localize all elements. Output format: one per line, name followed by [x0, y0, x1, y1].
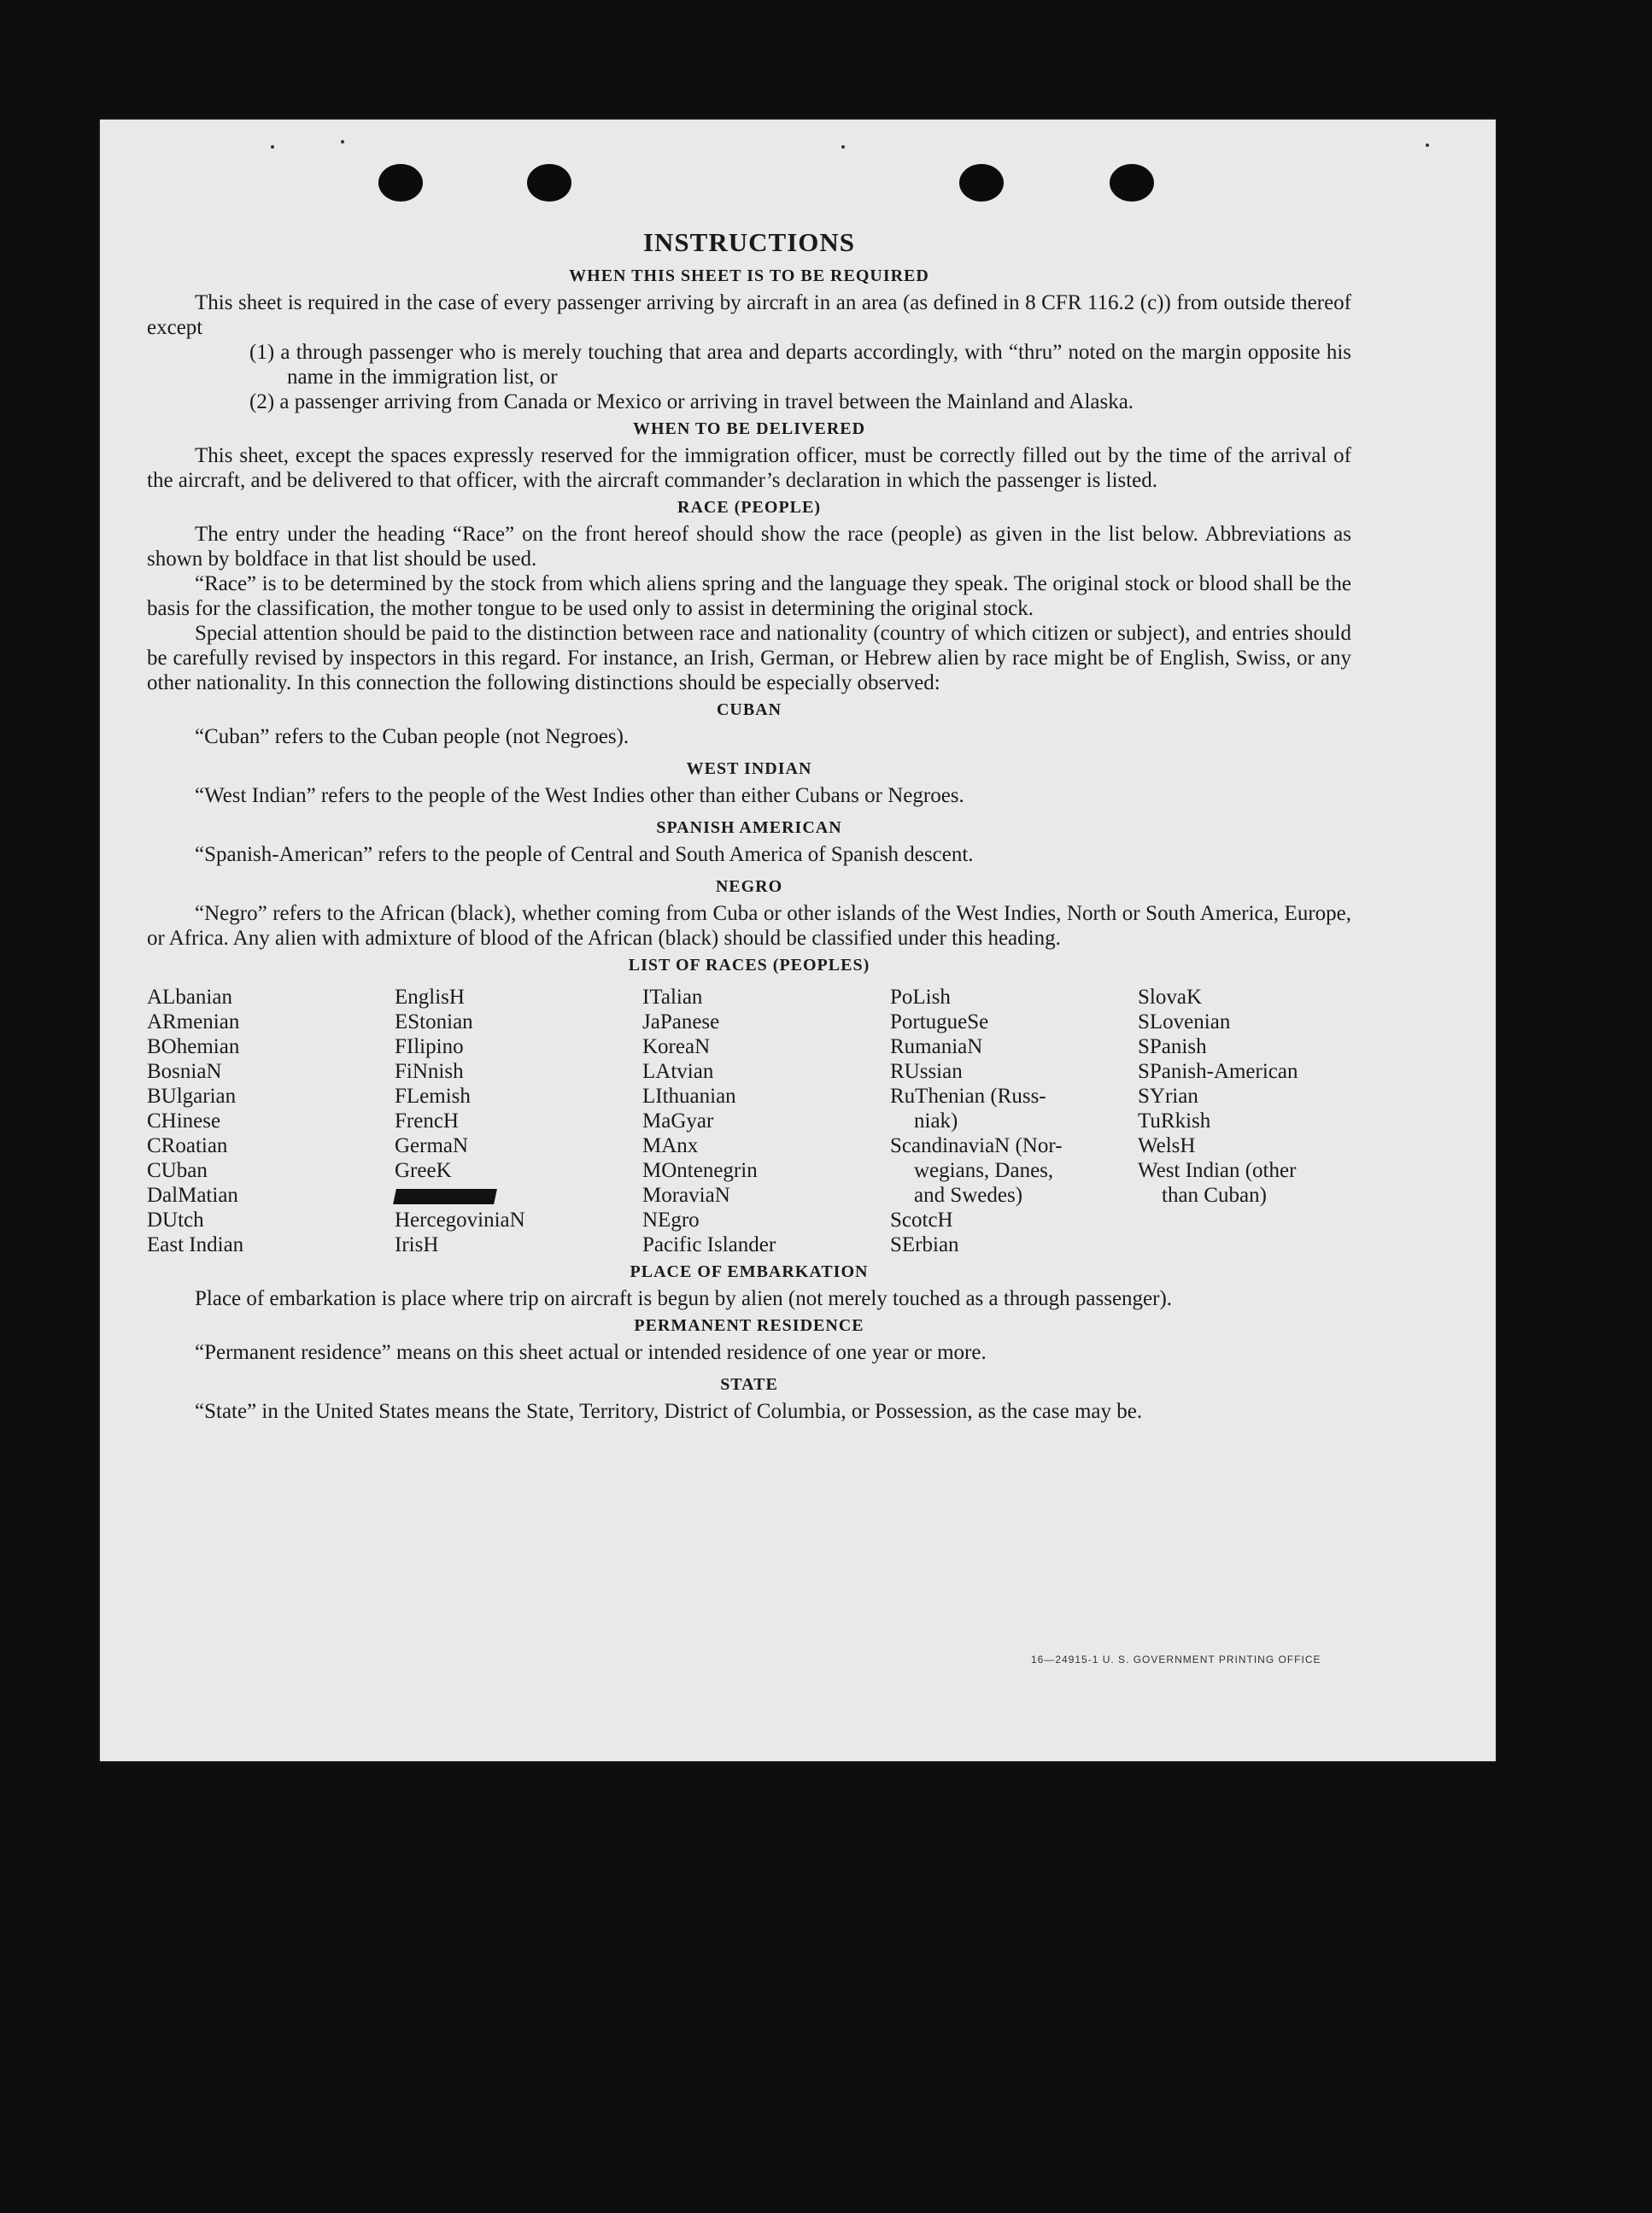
section-heading-race: RACE (PEOPLE)	[677, 498, 821, 517]
race-item: ScandinaviaN (Nor-	[890, 1134, 1063, 1157]
race-item: BOhemian	[147, 1035, 240, 1058]
state-text: “State” in the United States means the State, Territory, District of Columbia, or Possession, as the case may be.	[195, 1400, 1143, 1423]
races-list	[147, 985, 1351, 1257]
race-item: MoraviaN	[642, 1184, 730, 1207]
races-column-1	[147, 985, 395, 1257]
race-item: SLovenian	[1138, 1010, 1231, 1033]
scan-speck	[841, 145, 845, 149]
race-item: LAtvian	[642, 1060, 714, 1083]
race-item: CRoatian	[147, 1134, 228, 1157]
section-heading-negro: NEGRO	[715, 877, 783, 896]
spanish-american-text: “Spanish-American” refers to the people of Central and South America of Spanish descent.	[195, 843, 974, 866]
race-item: FiNnish	[395, 1060, 464, 1083]
race-item: WelsH	[1138, 1134, 1196, 1157]
race-item: IrisH	[395, 1233, 439, 1256]
race-item: FrencH	[395, 1109, 459, 1133]
race-item: West Indian (other	[1138, 1159, 1297, 1182]
instructions-body	[147, 227, 1351, 1424]
race-item: BosniaN	[147, 1060, 222, 1083]
delivered-text: This sheet, except the spaces expressly reserved for the immigration officer, must be correctly filled out by the time of the arrival of the aircraft, and be delivered to that officer, with the aircraft commander’s declaration in which the passenger is listed.	[147, 444, 1351, 492]
cuban-text: “Cuban” refers to the Cuban people (not Negroes).	[195, 725, 630, 748]
section-heading-embarkation: PLACE OF EMBARKATION	[630, 1262, 869, 1281]
race-item: HercegoviniaN	[395, 1209, 525, 1232]
race-item: NEgro	[642, 1209, 700, 1232]
race-item: ScotcH	[890, 1209, 953, 1232]
race-item: PoLish	[890, 986, 951, 1009]
west-indian-text: “West Indian” refers to the people of the West Indies other than either Cubans or Negroes.	[195, 784, 964, 807]
embarkation-text: Place of embarkation is place where trip on aircraft is begun by alien (not merely touched as a through passenger).	[195, 1287, 1173, 1310]
punch-hole	[527, 164, 571, 202]
punch-hole	[378, 164, 423, 202]
races-column-2	[395, 985, 642, 1257]
race-item: MaGyar	[642, 1109, 714, 1133]
race-item: KoreaN	[642, 1035, 711, 1058]
race-item: SYrian	[1138, 1085, 1198, 1108]
race-item: ITalian	[642, 986, 703, 1009]
race-item: GermaN	[395, 1134, 469, 1157]
residence-text: “Permanent residence” means on this sheet actual or intended residence of one year or more.	[195, 1341, 987, 1364]
race-item: DalMatian	[147, 1184, 238, 1207]
race-paragraph-2: “Race” is to be determined by the stock from which aliens spring and the language they speak. The original stock or blood shall be the basis for the classification, the mother tongue to be used only to assist in determining the original stock.	[147, 572, 1351, 620]
race-item-continuation: wegians, Danes,	[914, 1159, 1054, 1182]
race-item-continuation: niak)	[914, 1109, 958, 1133]
races-column-5	[1138, 985, 1360, 1257]
section-heading-required: WHEN THIS SHEET IS TO BE REQUIRED	[569, 266, 929, 285]
section-heading-state: STATE	[720, 1375, 778, 1394]
race-item: SPanish	[1138, 1035, 1207, 1058]
race-item: CUban	[147, 1159, 208, 1182]
printing-office-code: 16—24915-1 U. S. GOVERNMENT PRINTING OFFICE	[1031, 1654, 1321, 1666]
negro-text: “Negro” refers to the African (black), whether coming from Cuba or other islands of the West Indies, North or South America, Europe, or Africa. Any alien with admixture of blood of the African (black) should be classified under this heading.	[147, 902, 1351, 950]
required-item-1: (1) a through passenger who is merely touching that area and departs accordingly, with “thru” noted on the margin opposite his name in the immigration list, or	[249, 341, 1351, 389]
race-item: FIlipino	[395, 1035, 464, 1058]
scan-speck	[341, 140, 344, 143]
punch-hole	[959, 164, 1004, 202]
race-item: GreeK	[395, 1159, 452, 1182]
section-heading-spanish-american: SPANISH AMERICAN	[656, 818, 842, 837]
race-item: RumaniaN	[890, 1035, 983, 1058]
races-column-3	[642, 985, 890, 1257]
race-item: MAnx	[642, 1134, 699, 1157]
punch-hole	[1110, 164, 1154, 202]
section-heading-residence: PERMANENT RESIDENCE	[634, 1316, 864, 1335]
race-item: ALbanian	[147, 986, 232, 1009]
race-item: PortugueSe	[890, 1010, 989, 1033]
races-column-4	[890, 985, 1138, 1257]
race-item: ARmenian	[147, 1010, 240, 1033]
race-item: EStonian	[395, 1010, 473, 1033]
race-item: FLemish	[395, 1085, 471, 1108]
race-item-continuation: and Swedes)	[914, 1184, 1023, 1207]
race-item: SErbian	[890, 1233, 959, 1256]
required-item-2: (2) a passenger arriving from Canada or Mexico or arriving in travel between the Mainland and Alaska.	[249, 390, 1134, 413]
list-of-races-heading: LIST OF RACES (PEOPLES)	[628, 956, 870, 975]
required-intro: This sheet is required in the case of every passenger arriving by aircraft in an area (as defined in 8 CFR 116.2 (c)) from outside thereof except	[147, 291, 1351, 339]
race-item: JaPanese	[642, 1010, 720, 1033]
race-item: DUtch	[147, 1209, 204, 1232]
page-title: INSTRUCTIONS	[642, 227, 855, 257]
race-item: LIthuanian	[642, 1085, 736, 1108]
scan-speck	[1426, 143, 1429, 147]
race-item: RUssian	[890, 1060, 963, 1083]
race-item: SlovaK	[1138, 986, 1202, 1009]
race-item: TuRkish	[1138, 1109, 1211, 1133]
scan-speck	[271, 145, 274, 149]
race-item: East Indian	[147, 1233, 244, 1256]
race-paragraph-3: Special attention should be paid to the distinction between race and nationality (country of which citizen or subject), and entries should be carefully revised by inspectors in this regard. For instance, an Irish, German, or Hebrew alien by race might be of English, Swiss, or any other nationality. In this connection the following distinctions should be especially observed:	[147, 622, 1351, 694]
section-heading-delivered: WHEN TO BE DELIVERED	[632, 419, 866, 438]
race-paragraph-1: The entry under the heading “Race” on the front hereof should show the race (people) as given in the list below. Abbreviations as shown by boldface in that list should be used.	[147, 523, 1351, 571]
race-item-redacted	[395, 1183, 642, 1208]
race-item: MOntenegrin	[642, 1159, 758, 1182]
instruction-sheet	[100, 120, 1496, 1761]
race-item: RuThenian (Russ-	[890, 1085, 1046, 1108]
race-item: Pacific Islander	[642, 1233, 776, 1256]
race-item: SPanish-American	[1138, 1060, 1298, 1083]
race-item: EnglisH	[395, 986, 465, 1009]
redaction-mark	[393, 1189, 497, 1204]
section-heading-cuban: CUBAN	[716, 700, 782, 719]
race-item: CHinese	[147, 1109, 221, 1133]
race-item: BUlgarian	[147, 1085, 237, 1108]
section-heading-west-indian: WEST INDIAN	[686, 759, 812, 778]
race-item-continuation: than Cuban)	[1162, 1184, 1267, 1207]
